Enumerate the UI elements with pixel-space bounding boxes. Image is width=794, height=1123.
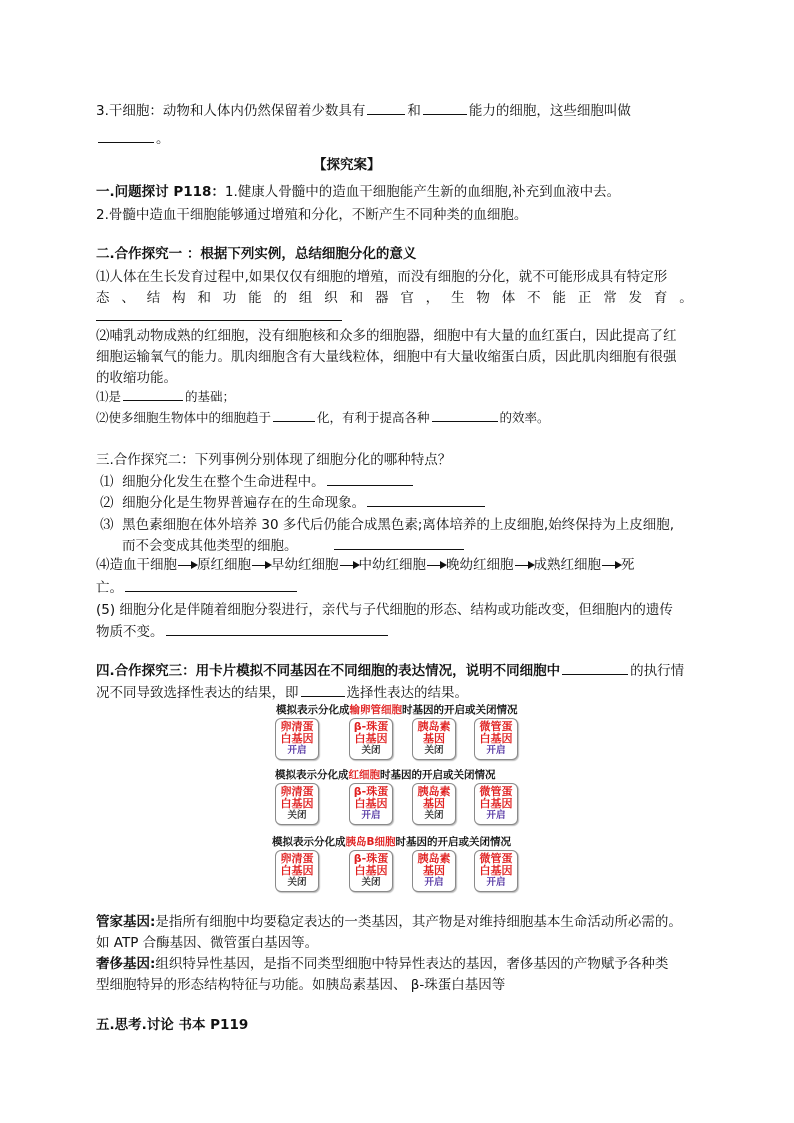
part2-p2-line2: 细胞运输氧气的能力。肌肉细胞含有大量线粒体，细胞中有大量收缩蛋白质，因此肌肉细胞有很强 xyxy=(96,349,677,365)
item-text: 黑色素细胞在体外培养 30 多代后仍能合成黑色素;离体培养的上皮细胞,始终保持为上皮细胞, xyxy=(122,517,674,533)
part2-answer1 xyxy=(96,387,235,405)
item-num: ⑶ xyxy=(100,517,114,533)
arrow-icon xyxy=(427,565,445,566)
item-text: 而不会变成其他类型的细胞。 xyxy=(122,538,298,554)
text-char: 结 xyxy=(146,290,161,306)
gene-name-line2: 白基因 xyxy=(280,732,314,745)
part1-text2: 2.骨髓中造血干细胞能够通过增殖和分化，不断产生不同种类的血细胞。 xyxy=(96,207,528,223)
q3-text-b: 和 xyxy=(407,103,421,119)
text-char: 物 xyxy=(476,290,490,306)
text-char: 和 xyxy=(197,290,211,306)
gene-card xyxy=(349,718,393,760)
text-char: 体 xyxy=(501,290,516,306)
row-title-prefix: 模拟表示分化成 xyxy=(272,836,346,848)
part3-item2 xyxy=(100,491,487,511)
gene-name-line2: 白基因 xyxy=(354,732,388,745)
part1-text1: 1.健康人骨髓中的造血干细胞能产生新的血细胞,补充到血液中去。 xyxy=(224,184,621,200)
row-title-suffix: 时基因的开启或关闭情况 xyxy=(380,769,496,781)
answer-blank[interactable] xyxy=(562,673,628,675)
text-char: 发 xyxy=(628,290,643,306)
text-char: 和 xyxy=(349,290,364,306)
chain-step: 中幼红细胞 xyxy=(358,557,426,573)
q3-line1 xyxy=(96,99,631,119)
gene-card xyxy=(349,783,393,825)
part4-line2 xyxy=(96,681,468,701)
gene-name-line2: 白基因 xyxy=(479,864,513,877)
part3-item5-line1: (5) 细胞分化是伴随着细胞分裂进行，亲代与子代细胞的形态、结构或功能改变，但细胞内的遗传 xyxy=(96,602,673,618)
row-title-cell-type: 胰岛B细胞 xyxy=(345,836,396,848)
luxury-text: 组织特异性基因，是指不同类型细胞中特异性表达的基因，奢侈基因的产物赋予各种类 xyxy=(155,956,669,972)
item-text: 细胞分化发生在整个生命进程中。 xyxy=(122,474,325,490)
differentiation-chain xyxy=(177,557,635,573)
item-text: 亡。 xyxy=(96,580,123,596)
figure-row-title xyxy=(272,834,511,849)
luxury-line1 xyxy=(96,952,668,972)
text-char: 能 xyxy=(248,290,262,306)
gene-name-line2: 白基因 xyxy=(354,864,388,877)
answer-blank[interactable] xyxy=(423,113,467,115)
housekeeping-label: 管家基因: xyxy=(96,914,156,930)
part5-title: 五.思考.讨论 书本 P119 xyxy=(96,1017,249,1033)
arrow-icon xyxy=(515,565,533,566)
row-title-cell-type: 输卵管细胞 xyxy=(349,704,402,716)
gene-state: 关闭 xyxy=(424,810,444,821)
answer-blank[interactable] xyxy=(123,399,183,401)
part2-title: 二.合作探究一 ：根据下列实例，总结细胞分化的意义 xyxy=(96,246,417,262)
housekeeping-line2: 如 ATP 合酶基因、微管蛋白基因等。 xyxy=(96,935,319,951)
item-num: ⑵ xyxy=(100,495,114,511)
part4-title xyxy=(96,659,684,679)
part4-title-text: 四.合作探究三：用卡片模拟不同基因在不同细胞的表达情况，说明不同细胞中 xyxy=(96,663,561,679)
part1-label: 一.问题探讨 P118： xyxy=(96,184,225,200)
row-title-cell-type: 红细胞 xyxy=(348,769,380,781)
answer-blank[interactable] xyxy=(367,113,405,115)
item-num: ⑴ xyxy=(100,474,114,490)
row-title-prefix: 模拟表示分化成 xyxy=(275,769,349,781)
part4-title-b: 的执行情 xyxy=(630,663,685,679)
a2-text-a: ⑵使多细胞生物体中的细胞趋于 xyxy=(96,410,272,425)
answer-blank[interactable] xyxy=(432,420,498,422)
q3-line2 xyxy=(96,127,170,147)
arrow-icon xyxy=(178,565,196,566)
part2-p2-line1: ⑵哺乳动物成熟的红细胞，没有细胞核和众多的细胞器，细胞中有大量的血红蛋白，因此提高了红 xyxy=(96,328,677,344)
gene-state: 关闭 xyxy=(424,745,444,756)
text-char: 正 xyxy=(577,290,592,306)
part4-line2-a: 况不同导致选择性表达的结果，即 xyxy=(96,685,299,701)
gene-state: 关闭 xyxy=(287,877,307,888)
chain-step: 原红细胞 xyxy=(197,557,251,573)
part1-line1 xyxy=(96,180,620,200)
gene-state: 关闭 xyxy=(287,810,307,821)
part2-p2-line3: 的收缩功能。 xyxy=(96,370,177,386)
answer-blank[interactable] xyxy=(125,590,297,592)
gene-state: 开启 xyxy=(424,877,444,888)
gene-state: 开启 xyxy=(361,810,381,821)
answer-blank[interactable] xyxy=(334,548,464,550)
gene-name-line1: 卵清蛋 xyxy=(280,720,314,733)
part3-item4 xyxy=(96,553,635,573)
text-char: 组 xyxy=(298,290,313,306)
text-char: 育 xyxy=(653,290,668,306)
gene-name-line2: 基因 xyxy=(423,732,445,745)
gene-card xyxy=(412,718,456,760)
part2-p1-line1: ⑴人体在生长发育过程中,如果仅仅有细胞的增殖，而没有细胞的分化，就不可能形成具有特定形 xyxy=(96,269,668,285)
arrow-icon xyxy=(340,565,358,566)
gene-state: 关闭 xyxy=(361,877,381,888)
gene-name-line2: 白基因 xyxy=(354,797,388,810)
item-text: 细胞分化是生物界普遍存在的生命现象。 xyxy=(122,495,366,511)
text-char: ， xyxy=(425,290,440,306)
chain-lead: ⑷造血干细胞 xyxy=(96,557,177,573)
gene-name-line1: 微管蛋 xyxy=(479,720,513,733)
gene-name-line2: 白基因 xyxy=(280,797,314,810)
figure-row-title xyxy=(275,767,496,782)
q3-text-a: 3.干细胞：动物和人体内仍然保留着少数具有 xyxy=(96,103,366,119)
text-char: 、 xyxy=(121,290,135,306)
gene-name-line1: 卵清蛋 xyxy=(280,785,314,798)
part2-answer2 xyxy=(96,408,550,426)
part3-item4-line2 xyxy=(96,576,299,596)
part3-item5-line2 xyxy=(96,620,390,640)
gene-state: 开启 xyxy=(486,810,506,821)
q3-text-c: 能力的细胞，这些细胞叫做 xyxy=(468,103,631,119)
gene-name-line1: 胰岛素 xyxy=(417,785,451,798)
text-char: 能 xyxy=(552,290,566,306)
part3-item3-line2 xyxy=(122,534,466,554)
part4-line2-b: 选择性表达的结果。 xyxy=(346,685,468,701)
text-char: 常 xyxy=(603,290,617,306)
text-char: 织 xyxy=(324,290,338,306)
a2-text-b: 化，有利于提高各种 xyxy=(317,410,430,425)
gene-name-line1: 微管蛋 xyxy=(479,785,513,798)
item-text: 物质不变。 xyxy=(96,624,164,640)
a1-text-b: 的基础； xyxy=(185,389,236,404)
gene-card xyxy=(474,718,518,760)
gene-name-line2: 白基因 xyxy=(280,864,314,877)
a1-text-a: ⑴是 xyxy=(96,389,122,404)
gene-state: 开启 xyxy=(486,745,506,756)
text-char: 的 xyxy=(273,290,288,306)
gene-name-line2: 基因 xyxy=(423,864,445,877)
gene-card xyxy=(275,783,319,825)
q3-line2-end: 。 xyxy=(156,131,170,147)
gene-name-line2: 基因 xyxy=(423,797,445,810)
gene-card xyxy=(474,850,518,892)
gene-name-line1: 胰岛素 xyxy=(417,852,451,865)
chain-step: 死 xyxy=(621,557,635,573)
chain-step: 晚幼红细胞 xyxy=(446,557,514,573)
gene-name-line1: 胰岛素 xyxy=(417,720,451,733)
housekeeping-text: 是指所有细胞中均要稳定表达的一类基因，其产物是对维持细胞基本生命活动所必需的。 xyxy=(155,914,682,930)
answer-blank[interactable] xyxy=(301,695,345,697)
part3-item1 xyxy=(100,470,415,490)
gene-card xyxy=(275,718,319,760)
section-title: 【探究案】 xyxy=(313,157,381,173)
luxury-line2: 型细胞特异的形态结构特征与功能。如胰岛素基因、 β-珠蛋白基因等 xyxy=(96,977,506,993)
a2-text-c: 的效率。 xyxy=(499,410,550,425)
gene-card xyxy=(474,783,518,825)
gene-card xyxy=(412,850,456,892)
gene-name-line2: 白基因 xyxy=(479,732,513,745)
text-char: 器 xyxy=(374,290,389,306)
gene-name-line2: 白基因 xyxy=(479,797,513,810)
luxury-label: 奢侈基因: xyxy=(96,956,156,972)
gene-name-line1: β-珠蛋 xyxy=(353,720,389,733)
gene-name-line1: 卵清蛋 xyxy=(280,852,314,865)
text-char: 功 xyxy=(222,290,237,306)
arrow-icon xyxy=(602,565,620,566)
text-char: 不 xyxy=(527,290,541,306)
gene-state: 开启 xyxy=(287,745,307,756)
gene-name-line1: β-珠蛋 xyxy=(353,852,389,865)
figure-row-title xyxy=(276,702,518,717)
text-char: 生 xyxy=(451,290,465,306)
row-title-prefix: 模拟表示分化成 xyxy=(276,704,350,716)
row-title-suffix: 时基因的开启或关闭情况 xyxy=(395,836,512,848)
gene-name-line1: 微管蛋 xyxy=(479,852,513,865)
answer-blank[interactable] xyxy=(367,505,485,507)
text-char: 构 xyxy=(172,290,186,306)
part2-p1-line2 xyxy=(96,286,693,306)
answer-line[interactable] xyxy=(96,320,342,321)
part3-item3 xyxy=(100,513,674,533)
gene-card xyxy=(275,850,319,892)
text-char: 。 xyxy=(679,290,693,306)
answer-blank[interactable] xyxy=(273,420,315,422)
chain-step: 成熟红细胞 xyxy=(533,557,601,573)
gene-card xyxy=(412,783,456,825)
gene-name-line1: β-珠蛋 xyxy=(353,785,389,798)
chain-step: 早幼红细胞 xyxy=(271,557,339,573)
row-title-suffix: 时基因的开启或关闭情况 xyxy=(402,704,518,716)
part3-title: 三.合作探究二：下列事例分别体现了细胞分化的哪种特点？ xyxy=(96,452,452,468)
gene-state: 开启 xyxy=(486,877,506,888)
answer-blank[interactable] xyxy=(327,484,413,486)
answer-blank[interactable] xyxy=(166,634,388,636)
answer-blank[interactable] xyxy=(98,141,154,143)
gene-card xyxy=(349,850,393,892)
housekeeping-line1 xyxy=(96,910,682,930)
text-char: 官 xyxy=(400,290,414,306)
gene-state: 关闭 xyxy=(361,745,381,756)
arrow-icon xyxy=(252,565,270,566)
text-char: 态 xyxy=(96,290,110,306)
